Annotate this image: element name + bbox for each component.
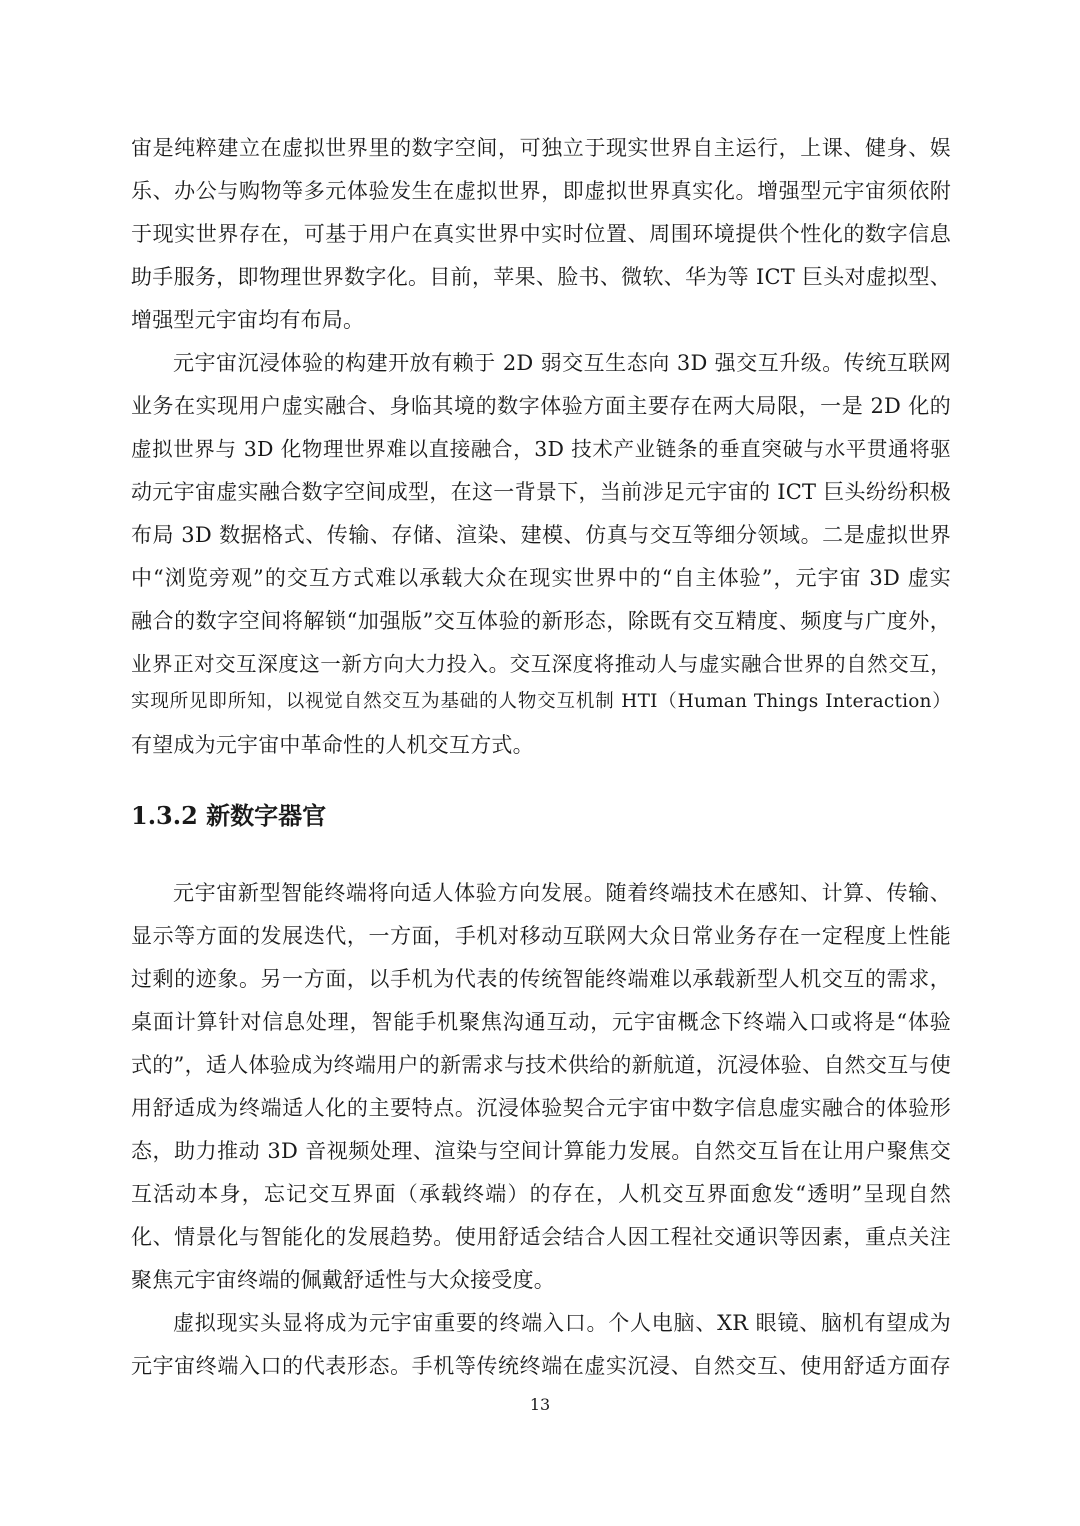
text-line: 桌面计算针对信息处理，智能手机聚焦沟通互动，元宇宙概念下终端入口或将是“体验: [131, 1010, 951, 1034]
text-line: 业务在实现用户虚实融合、身临其境的数字体验方面主要存在两大局限，一是 2D 化的: [131, 394, 951, 418]
text-line: 显示等方面的发展迭代，一方面，手机对移动互联网大众日常业务存在一定程度上性能: [131, 924, 951, 948]
text-line: 元宇宙新型智能终端将向适人体验方向发展。随着终端技术在感知、计算、传输、: [173, 881, 951, 905]
text-line: 虚拟世界与 3D 化物理世界难以直接融合，3D 技术产业链条的垂直突破与水平贯通将驱: [131, 437, 951, 461]
text-line: 业界正对交互深度这一新方向大力投入。交互深度将推动人与虚实融合世界的自然交互，: [131, 652, 951, 676]
text-line: 中“浏览旁观”的交互方式难以承载大众在现实世界中的“自主体验”，元宇宙 3D 虚实: [131, 566, 951, 590]
text-line: 过剩的迹象。另一方面，以手机为代表的传统智能终端难以承载新型人机交互的需求，: [131, 967, 951, 991]
section-heading: 1.3.2 新数字器官: [131, 801, 327, 830]
text-line: 乐、办公与购物等多元体验发生在虚拟世界，即虚拟世界真实化。增强型元宇宙须依附: [131, 179, 951, 203]
text-line: 融合的数字空间将解锁“加强版”交互体验的新形态，除既有交互精度、频度与广度外，: [131, 609, 951, 633]
text-line: 式的”，适人体验成为终端用户的新需求与技术供给的新航道，沉浸体验、自然交互与使: [131, 1053, 951, 1077]
text-line: 元宇宙沉浸体验的构建开放有赖于 2D 弱交互生态向 3D 强交互升级。传统互联网: [173, 351, 951, 375]
text-line: 宙是纯粹建立在虚拟世界里的数字空间，可独立于现实世界自主运行，上课、健身、娱: [131, 136, 951, 160]
text-line: 元宇宙终端入口的代表形态。手机等传统终端在虚实沉浸、自然交互、使用舒适方面存: [131, 1354, 951, 1378]
text-line: 化、情景化与智能化的发展趋势。使用舒适会结合人因工程社交通识等因素，重点关注: [131, 1225, 951, 1249]
text-line: 动元宇宙虚实融合数字空间成型，在这一背景下，当前涉足元宇宙的 ICT 巨头纷纷积极: [131, 480, 951, 504]
text-line: 态，助力推动 3D 音视频处理、渲染与空间计算能力发展。自然交互旨在让用户聚焦交: [131, 1139, 951, 1163]
text-line: 助手服务，即物理世界数字化。目前，苹果、脸书、微软、华为等 ICT 巨头对虚拟型、: [131, 265, 951, 289]
text-line: 有望成为元宇宙中革命性的人机交互方式。: [131, 733, 534, 757]
page-number: 13: [529, 1395, 551, 1414]
text-line: 增强型元宇宙均有布局。: [131, 308, 365, 332]
text-line: 互活动本身，忘记交互界面（承载终端）的存在，人机交互界面愈发“透明”呈现自然: [131, 1182, 951, 1206]
text-line: 于现实世界存在，可基于用户在真实世界中实时位置、周围环境提供个性化的数字信息: [131, 222, 951, 246]
text-line: 实现所见即所知，以视觉自然交互为基础的人物交互机制 HTI（Human Things Interaction）: [131, 691, 951, 712]
text-line: 聚焦元宇宙终端的佩戴舒适性与大众接受度。: [131, 1268, 555, 1292]
text-line: 虚拟现实头显将成为元宇宙重要的终端入口。个人电脑、XR 眼镜、脑机有望成为: [173, 1311, 951, 1335]
text-line: 布局 3D 数据格式、传输、存储、渲染、建模、仿真与交互等细分领域。二是虚拟世界: [131, 523, 951, 547]
text-line: 用舒适成为终端适人化的主要特点。沉浸体验契合元宇宙中数字信息虚实融合的体验形: [131, 1096, 951, 1120]
